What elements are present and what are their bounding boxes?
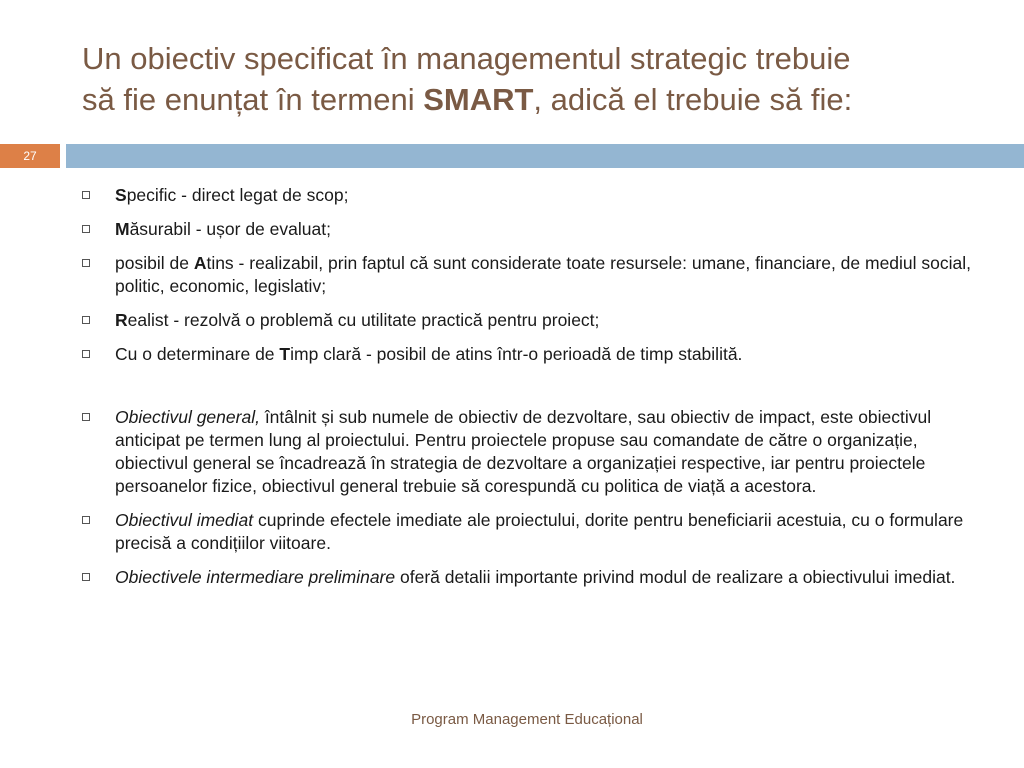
title-divider-bar [0, 144, 1024, 168]
decorative-blue-band [66, 144, 1024, 168]
slide-number-badge: 27 [0, 144, 60, 168]
square-bullet-icon [82, 259, 90, 267]
bullet-list [82, 184, 982, 600]
bullet-text: întâlnit și sub numele de obiectiv de dezvoltare, sau obiectiv de impact, este obiectivul anticipat pe termen lung al proiectului. Pentru proiectele propuse sau comandate de către o organizație, obiectivul general se încadrează în strategia de dezvoltare a organizației respective, iar pentru proiectele persoanelor fizice, obiectivul general trebuie să corespundă cu politica de viață a acestora. [115, 407, 932, 496]
bullet-timp [82, 343, 982, 366]
bullet-text: imp clară - posibil de atins într-o perioadă de timp stabilită. [290, 344, 743, 364]
bullet-initial: R [115, 310, 128, 330]
bullet-initial: S [115, 185, 127, 205]
bullet-obiectiv-imediat [82, 509, 982, 555]
square-bullet-icon [82, 350, 90, 358]
bullet-text: ăsurabil - ușor de evaluat; [129, 219, 331, 239]
bullet-text: oferă detalii importante privind modul de realizare a obiectivului imediat. [395, 567, 956, 587]
title-smart-keyword: SMART [423, 82, 534, 117]
square-bullet-icon [82, 316, 90, 324]
square-bullet-icon [82, 573, 90, 581]
square-bullet-icon [82, 413, 90, 421]
bullet-term: Obiectivul general, [115, 407, 260, 427]
bullet-initial: A [193, 253, 207, 273]
title-line-2-end: , adică el trebuie să fie: [533, 82, 853, 117]
bullet-prefix: Cu o determinare de [115, 344, 280, 364]
bullet-text: tins - realizabil, prin faptul că sunt considerate toate resursele: umane, financiare, de mediul social, politic, economic, legislativ; [115, 253, 972, 296]
bullet-text: cuprinde efectele imediate ale proiectului, dorite pentru beneficiarii acestuia, cu o formulare precisă a condițiilor viitoare. [115, 510, 964, 553]
bullet-text: ealist - rezolvă o problemă cu utilitate practică pentru proiect; [127, 310, 600, 330]
bullet-specific [82, 184, 982, 207]
bullet-atins [82, 252, 982, 298]
title-line-1: Un obiectiv specificat în managementul strategic trebuie [82, 41, 851, 76]
bullet-obiective-intermediare [82, 566, 982, 589]
bullet-masurabil [82, 218, 982, 241]
square-bullet-icon [82, 191, 90, 199]
bullet-text: pecific - direct legat de scop; [126, 185, 349, 205]
square-bullet-icon [82, 225, 90, 233]
slide-title [82, 38, 1002, 120]
bullet-term: Obiectivele intermediare preliminare [115, 567, 396, 587]
slide-footer: Program Management Educațional [411, 711, 643, 728]
bullet-obiectiv-general [82, 406, 982, 498]
bullet-term: Obiectivul imediat [115, 510, 254, 530]
bullet-prefix: posibil de [115, 253, 194, 273]
bullet-realist [82, 309, 982, 332]
bullet-initial: M [115, 219, 130, 239]
title-line-2-start: să fie enunțat în termeni [82, 82, 424, 117]
square-bullet-icon [82, 516, 90, 524]
bullet-initial: T [279, 344, 291, 364]
